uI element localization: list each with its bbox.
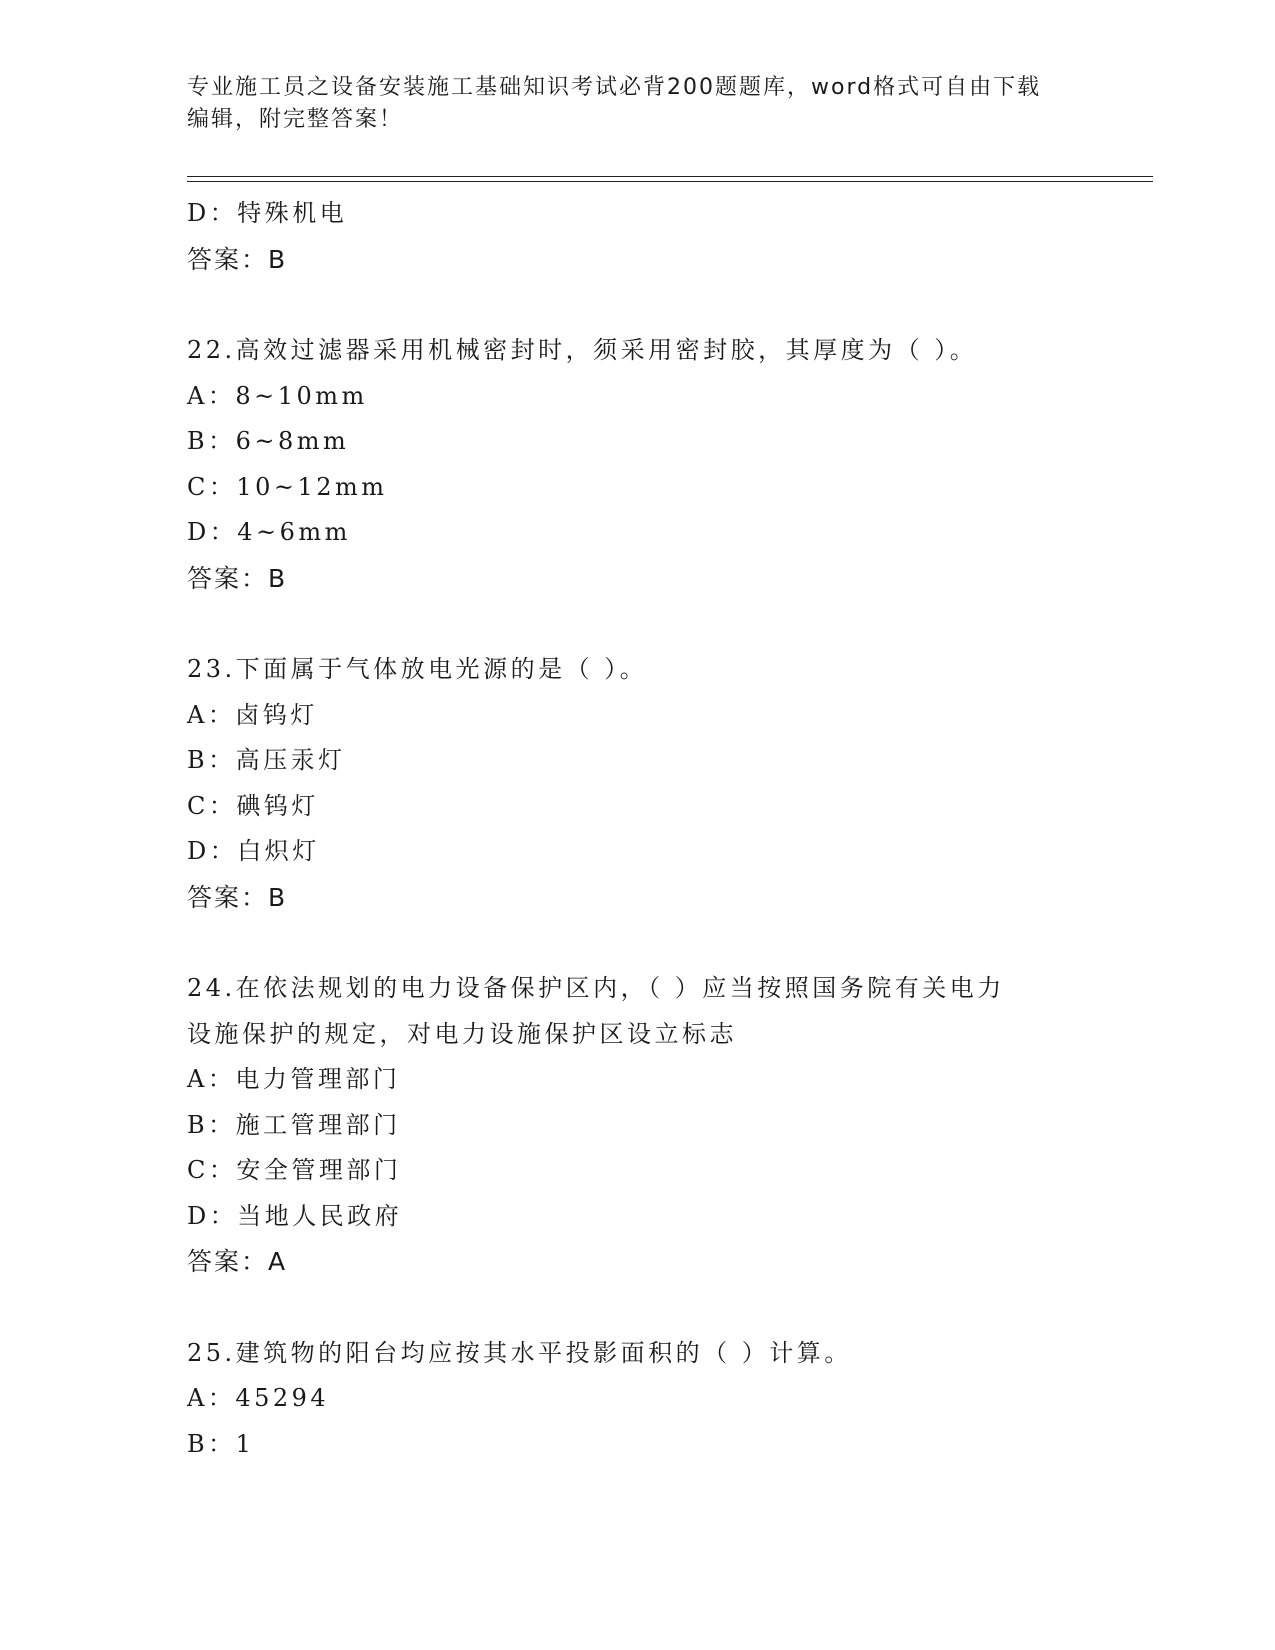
header-title-line1: 专业施工员之设备安装施工基础知识考试必背200题题库，word格式可自由下载	[187, 75, 1042, 100]
question-block-25	[187, 1331, 1087, 1468]
question-text-line1: 24.在依法规划的电力设备保护区内，（ ）应当按照国务院有关电力	[187, 974, 1005, 1002]
question-text: 23.下面属于气体放电光源的是（ ）。	[187, 655, 648, 683]
option-c: C：安全管理部门	[187, 1156, 402, 1184]
question-block-24	[187, 966, 1087, 1285]
option-b: B：6~8mm	[187, 427, 350, 455]
document-header	[187, 72, 1067, 136]
question-text-line2: 设施保护的规定，对电力设施保护区设立标志	[187, 1019, 737, 1048]
question-block-23	[187, 647, 1087, 920]
question-block-22	[187, 328, 1087, 601]
option-b: B：高压汞灯	[187, 746, 346, 774]
option-d: D：特殊机电	[187, 199, 348, 227]
option-d: D：当地人民政府	[187, 1201, 403, 1230]
option-a: A：电力管理部门	[187, 1065, 401, 1093]
option-a: A：8~10mm	[187, 381, 368, 410]
option-a: A：卤钨灯	[187, 700, 318, 729]
header-title-line2: 编辑，附完整答案！	[187, 107, 404, 132]
option-c: C：10~12mm	[187, 472, 388, 501]
header-divider-bottom	[187, 181, 1153, 182]
option-a: A：45294	[187, 1384, 330, 1412]
option-c: C：碘钨灯	[187, 791, 319, 820]
option-b: B：1	[187, 1429, 255, 1458]
option-d: D：白炽灯	[187, 837, 320, 865]
answer-line: 答案：A	[187, 1247, 288, 1276]
option-b: B：施工管理部门	[187, 1110, 401, 1139]
question-text: 25.建筑物的阳台均应按其水平投影面积的（ ）计算。	[187, 1338, 852, 1367]
question-text: 22.高效过滤器采用机械密封时，须采用密封胶，其厚度为（ ）。	[187, 336, 978, 364]
answer-line: 答案：B	[187, 882, 288, 912]
question-block-partial	[187, 191, 1087, 282]
answer-line: 答案：B	[187, 244, 288, 274]
document-body	[187, 191, 1087, 1467]
answer-line: 答案：B	[187, 563, 288, 593]
option-d: D：4~6mm	[187, 518, 351, 546]
header-divider-top	[187, 176, 1153, 177]
